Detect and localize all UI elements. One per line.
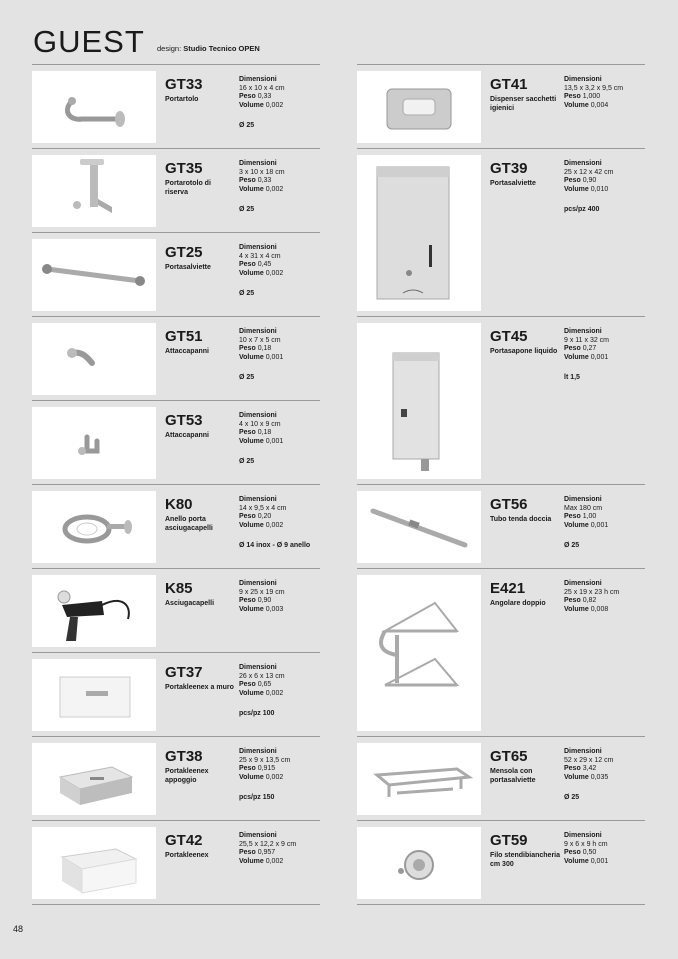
volume-label: Volume — [564, 605, 589, 613]
weight-line — [239, 345, 324, 354]
product-row — [357, 484, 645, 569]
product-extra-info: pcs/pz 100 — [239, 710, 275, 717]
product-specs — [239, 664, 324, 698]
product-specs — [239, 496, 324, 530]
product-image — [32, 155, 156, 227]
weight-value: 3,42 — [582, 765, 597, 772]
product-row — [357, 820, 645, 905]
product-name: Attaccapanni — [165, 348, 209, 355]
design-credit — [157, 44, 260, 53]
dimensions-label: Dimensioni — [239, 580, 277, 587]
volume-value: 0,002 — [265, 773, 284, 781]
dimensions-label: Dimensioni — [239, 412, 277, 419]
weight-label: Peso — [239, 345, 256, 352]
product-row — [32, 736, 320, 821]
product-specs — [239, 832, 324, 866]
weight-line — [239, 597, 324, 606]
dimensions-value: 25 x 12 x 42 cm — [564, 168, 614, 176]
weight-value: 0,957 — [257, 849, 276, 856]
design-prefix: design: — [157, 44, 182, 53]
weight-value: 0,45 — [257, 261, 272, 268]
volume-label: Volume — [239, 857, 264, 865]
weight-label: Peso — [564, 765, 581, 772]
volume-line — [239, 690, 324, 699]
volume-line — [239, 186, 324, 195]
product-name: Angolare doppio — [490, 600, 546, 607]
product-name: Anello porta asciugacapelli — [165, 516, 213, 532]
weight-value: 0,18 — [257, 345, 272, 352]
weight-label: Peso — [564, 513, 581, 520]
product-name: Dispenser sacchetti igienici — [490, 96, 557, 112]
dimensions-label: Dimensioni — [564, 496, 602, 503]
weight-value: 0,33 — [257, 93, 272, 100]
dimensions-value: 16 x 10 x 4 cm — [239, 84, 285, 92]
dimensions-label: Dimensioni — [239, 748, 277, 755]
product-image — [357, 575, 481, 731]
volume-value: 0,035 — [590, 773, 609, 781]
product-row — [32, 316, 320, 401]
product-extra-info: Ø 25 — [239, 122, 255, 129]
volume-line — [239, 354, 324, 363]
column-bottom-rule — [357, 904, 645, 905]
product-row — [357, 148, 645, 317]
product-specs — [239, 580, 324, 614]
volume-value: 0,001 — [265, 353, 284, 361]
weight-line — [564, 849, 649, 858]
dimensions-label: Dimensioni — [564, 832, 602, 839]
product-code: K80 — [165, 496, 193, 513]
weight-label: Peso — [564, 849, 581, 856]
product-row — [32, 64, 320, 149]
product-image — [357, 71, 481, 143]
volume-label: Volume — [239, 437, 264, 445]
product-extra-info: pcs/pz 400 — [564, 206, 600, 213]
volume-line — [239, 606, 324, 615]
product-name: Portakleenex appoggio — [165, 768, 209, 784]
weight-label: Peso — [239, 513, 256, 520]
volume-line — [564, 774, 649, 783]
volume-line — [239, 102, 324, 111]
volume-line — [239, 270, 324, 279]
product-image — [32, 407, 156, 479]
product-image — [32, 827, 156, 899]
weight-label: Peso — [564, 345, 581, 352]
product-code: GT39 — [490, 160, 528, 177]
volume-line — [239, 774, 324, 783]
dimensions-label: Dimensioni — [564, 748, 602, 755]
dimensions-value: 52 x 29 x 12 cm — [564, 756, 614, 764]
product-row — [357, 64, 645, 149]
product-code: E421 — [490, 580, 526, 597]
product-code: GT56 — [490, 496, 528, 513]
dimensions-value: 3 x 10 x 18 cm — [239, 168, 285, 176]
volume-label: Volume — [564, 353, 589, 361]
volume-value: 0,003 — [265, 605, 284, 613]
product-code: GT53 — [165, 412, 203, 429]
volume-label: Volume — [564, 521, 589, 529]
product-code: GT51 — [165, 328, 203, 345]
weight-label: Peso — [239, 765, 256, 772]
product-extra-info: Ø 14 inox - Ø 9 anello — [239, 542, 311, 549]
product-image — [357, 323, 481, 479]
dimensions-value: 10 x 7 x 5 cm — [239, 336, 281, 344]
product-image — [32, 239, 156, 311]
weight-value: 0,33 — [257, 177, 272, 184]
dimensions-value: 9 x 11 x 32 cm — [564, 336, 610, 344]
page-number: 48 — [13, 924, 24, 934]
volume-label: Volume — [239, 689, 264, 697]
weight-value: 1,00 — [582, 513, 597, 520]
weight-line — [239, 177, 324, 186]
volume-value: 0,002 — [265, 521, 284, 529]
product-name: Attaccapanni — [165, 432, 209, 439]
weight-line — [239, 429, 324, 438]
product-image — [32, 323, 156, 395]
dimensions-label: Dimensioni — [564, 580, 602, 587]
product-code: GT35 — [165, 160, 203, 177]
product-name: Mensola con portasalviette — [490, 768, 536, 784]
product-code: GT25 — [165, 244, 203, 261]
weight-line — [564, 177, 649, 186]
weight-value: 0,18 — [257, 429, 272, 436]
product-code: GT65 — [490, 748, 528, 765]
volume-value: 0,002 — [265, 857, 284, 865]
product-name: Asciugacapelli — [165, 600, 215, 607]
weight-label: Peso — [239, 681, 256, 688]
weight-label: Peso — [564, 93, 581, 100]
weight-value: 0,50 — [582, 849, 597, 856]
dimensions-label: Dimensioni — [239, 496, 277, 503]
product-code: GT38 — [165, 748, 203, 765]
product-row — [357, 736, 645, 821]
product-image — [357, 827, 481, 899]
volume-label: Volume — [239, 521, 264, 529]
volume-value: 0,008 — [590, 605, 609, 613]
weight-line — [564, 513, 649, 522]
weight-line — [239, 849, 324, 858]
dimensions-value: 26 x 6 x 13 cm — [239, 672, 285, 680]
product-extra-info: Ø 25 — [564, 542, 580, 549]
volume-label: Volume — [564, 185, 589, 193]
product-name: Tubo tenda doccia — [490, 516, 552, 523]
product-specs — [564, 748, 649, 782]
volume-line — [239, 438, 324, 447]
weight-value: 0,27 — [582, 345, 597, 352]
product-image — [32, 659, 156, 731]
product-specs — [564, 832, 649, 866]
product-image — [357, 155, 481, 311]
weight-line — [564, 345, 649, 354]
volume-line — [564, 354, 649, 363]
product-image — [32, 575, 156, 647]
catalog-title: GUEST — [33, 24, 145, 59]
product-name: Portasapone liquido — [490, 348, 558, 355]
volume-value: 0,002 — [265, 185, 284, 193]
volume-label: Volume — [239, 101, 264, 109]
volume-value: 0,002 — [265, 101, 284, 109]
weight-line — [239, 765, 324, 774]
dimensions-value: 9 x 25 x 19 cm — [239, 588, 285, 596]
volume-value: 0,001 — [590, 521, 609, 529]
weight-line — [239, 93, 324, 102]
product-extra-info: pcs/pz 150 — [239, 794, 275, 801]
product-specs — [239, 76, 324, 110]
weight-line — [564, 765, 649, 774]
dimensions-label: Dimensioni — [239, 328, 277, 335]
weight-label: Peso — [239, 177, 256, 184]
dimensions-value: Max 180 cm — [564, 504, 603, 512]
product-code: K85 — [165, 580, 193, 597]
dimensions-label: Dimensioni — [239, 160, 277, 167]
volume-line — [564, 606, 649, 615]
weight-label: Peso — [239, 597, 256, 604]
volume-line — [239, 522, 324, 531]
dimensions-value: 4 x 31 x 4 cm — [239, 252, 281, 260]
weight-line — [239, 261, 324, 270]
volume-label: Volume — [239, 185, 264, 193]
product-name: Portartolo — [165, 96, 199, 103]
volume-value: 0,004 — [590, 101, 609, 109]
weight-value: 0,65 — [257, 681, 272, 688]
weight-value: 0,90 — [257, 597, 272, 604]
product-specs — [239, 160, 324, 194]
dimensions-label: Dimensioni — [564, 160, 602, 167]
product-name: Portasalviette — [165, 264, 211, 271]
product-specs — [239, 244, 324, 278]
volume-label: Volume — [564, 101, 589, 109]
volume-line — [239, 858, 324, 867]
dimensions-value: 9 x 6 x 9 h cm — [564, 840, 608, 848]
product-row — [357, 316, 645, 485]
product-extra-info: Ø 25 — [239, 206, 255, 213]
volume-label: Volume — [239, 773, 264, 781]
dimensions-label: Dimensioni — [239, 244, 277, 251]
product-specs — [564, 580, 649, 614]
weight-label: Peso — [239, 93, 256, 100]
dimensions-value: 25,5 x 12,2 x 9 cm — [239, 840, 297, 848]
volume-line — [564, 858, 649, 867]
weight-value: 0,20 — [257, 513, 272, 520]
product-row — [32, 820, 320, 905]
product-row — [32, 400, 320, 485]
product-code: GT45 — [490, 328, 528, 345]
product-row — [32, 652, 320, 737]
product-extra-info: Ø 25 — [239, 290, 255, 297]
volume-value: 0,002 — [265, 269, 284, 277]
product-name: Portakleenex a muro — [165, 684, 234, 691]
weight-line — [564, 93, 649, 102]
dimensions-label: Dimensioni — [564, 76, 602, 83]
volume-line — [564, 102, 649, 111]
volume-line — [564, 522, 649, 531]
product-specs — [564, 496, 649, 530]
product-image — [357, 743, 481, 815]
product-specs — [564, 328, 649, 362]
product-code: GT33 — [165, 76, 203, 93]
volume-label: Volume — [239, 605, 264, 613]
volume-value: 0,001 — [590, 857, 609, 865]
weight-line — [239, 513, 324, 522]
volume-label: Volume — [564, 857, 589, 865]
product-row — [32, 484, 320, 569]
weight-label: Peso — [239, 429, 256, 436]
product-row — [32, 232, 320, 317]
volume-value: 0,001 — [265, 437, 284, 445]
product-specs — [564, 160, 649, 194]
product-row — [32, 568, 320, 653]
product-image — [357, 491, 481, 563]
weight-label: Peso — [239, 849, 256, 856]
weight-value: 1,000 — [582, 93, 601, 100]
dimensions-label: Dimensioni — [239, 664, 277, 671]
product-name: Portarotolo di riserva — [165, 180, 211, 196]
weight-label: Peso — [239, 261, 256, 268]
design-name: Studio Tecnico OPEN — [183, 44, 260, 53]
dimensions-value: 25 x 19 x 23 h cm — [564, 588, 620, 596]
product-name: Filo stendibiancheria cm 300 — [490, 852, 561, 868]
product-row — [357, 568, 645, 737]
dimensions-value: 13,5 x 3,2 x 9,5 cm — [564, 84, 624, 92]
product-extra-info: lt 1,5 — [564, 374, 580, 381]
product-specs — [239, 412, 324, 446]
volume-value: 0,002 — [265, 689, 284, 697]
product-specs — [564, 76, 649, 110]
dimensions-label: Dimensioni — [564, 328, 602, 335]
weight-line — [564, 597, 649, 606]
product-extra-info: Ø 25 — [239, 458, 255, 465]
product-image — [32, 71, 156, 143]
product-specs — [239, 328, 324, 362]
weight-value: 0,82 — [582, 597, 597, 604]
dimensions-value: 25 x 9 x 13,5 cm — [239, 756, 291, 764]
product-name: Portakleenex — [165, 852, 209, 859]
weight-value: 0,915 — [257, 765, 276, 772]
product-name: Portasalviette — [490, 180, 536, 187]
product-specs — [239, 748, 324, 782]
dimensions-value: 4 x 10 x 9 cm — [239, 420, 281, 428]
weight-line — [239, 681, 324, 690]
volume-label: Volume — [564, 773, 589, 781]
volume-line — [564, 186, 649, 195]
volume-label: Volume — [239, 269, 264, 277]
dimensions-value: 14 x 9,5 x 4 cm — [239, 504, 287, 512]
product-extra-info: Ø 25 — [239, 374, 255, 381]
volume-label: Volume — [239, 353, 264, 361]
weight-label: Peso — [564, 597, 581, 604]
product-extra-info: Ø 25 — [564, 794, 580, 801]
column-bottom-rule — [32, 904, 320, 905]
product-code: GT42 — [165, 832, 203, 849]
product-image — [32, 491, 156, 563]
product-code: GT41 — [490, 76, 528, 93]
weight-label: Peso — [564, 177, 581, 184]
product-code: GT37 — [165, 664, 203, 681]
dimensions-label: Dimensioni — [239, 832, 277, 839]
volume-value: 0,001 — [590, 353, 609, 361]
dimensions-label: Dimensioni — [239, 76, 277, 83]
volume-value: 0,010 — [590, 185, 609, 193]
product-code: GT59 — [490, 832, 528, 849]
weight-value: 0,90 — [582, 177, 597, 184]
product-row — [32, 148, 320, 233]
product-image — [32, 743, 156, 815]
